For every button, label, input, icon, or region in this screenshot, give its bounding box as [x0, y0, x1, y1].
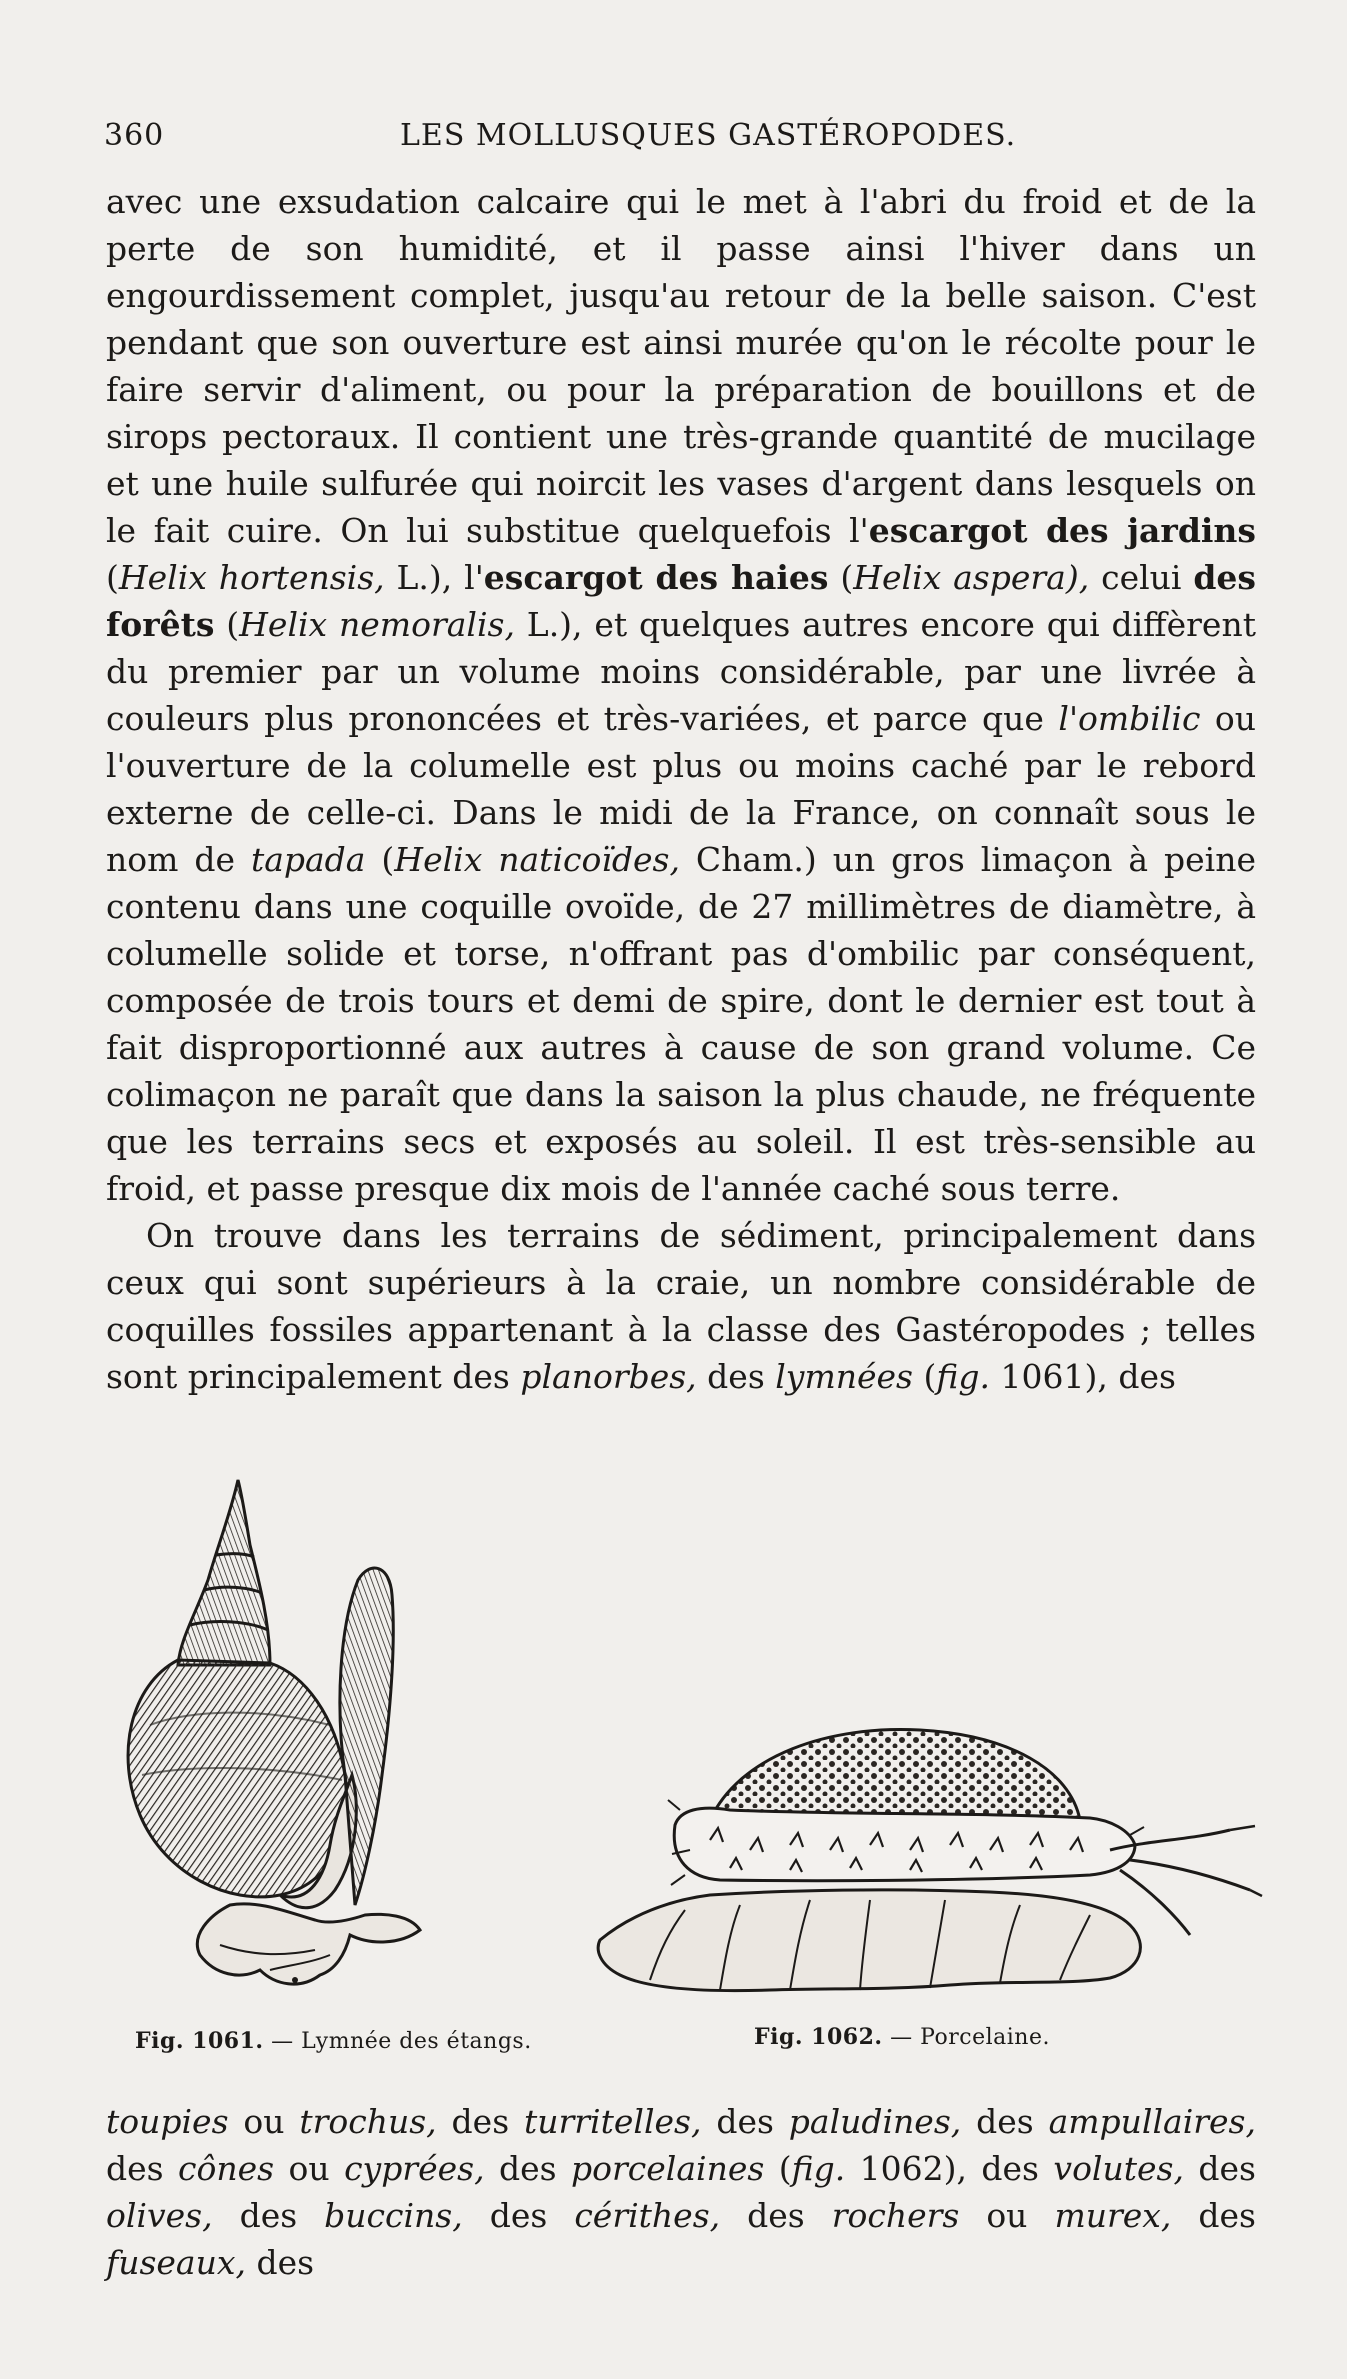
- term-italic: olives,: [106, 2196, 213, 2235]
- text-run: des: [720, 2196, 832, 2235]
- term-italic: cônes: [178, 2149, 275, 2188]
- term-italic: volutes,: [1053, 2149, 1184, 2188]
- term-italic: paludines,: [788, 2102, 962, 2141]
- text-run: des: [106, 2149, 179, 2188]
- text-run: 1061), des: [990, 1357, 1176, 1396]
- term-italic: fig.: [936, 1357, 990, 1396]
- term-italic: Helix naticoïdes,: [394, 840, 680, 879]
- main-text: [106, 178, 1256, 1400]
- text-run: On trouve dans les terrains de sédiment, principalement dans ceux qui sont supérieurs à la craie, un nombre considérable de coquilles fossiles appartenant à la classe des Gastéropodes ; telles sont principalement des: [106, 1216, 1256, 1396]
- figure-label: Fig. 1061.: [135, 2028, 264, 2054]
- text-run: des: [436, 2102, 524, 2141]
- text-run: des: [484, 2149, 572, 2188]
- text-run: (: [913, 1357, 937, 1396]
- term-italic: planorbes,: [520, 1357, 697, 1396]
- text-run: des: [696, 1357, 776, 1396]
- text-run: des: [701, 2102, 789, 2141]
- text-run: des: [462, 2196, 575, 2235]
- term-italic: trochus,: [299, 2102, 437, 2141]
- text-run: celui: [1089, 558, 1194, 597]
- continued-text: [106, 2098, 1256, 2286]
- term-italic: fuseaux,: [106, 2243, 246, 2282]
- text-run: 1062), des: [845, 2149, 1054, 2188]
- term-bold: escargot des jardins: [868, 511, 1256, 550]
- text-run: Cham.) un gros limaçon à peine contenu dans une coquille ovoïde, de 27 millimètres de diamètre, à columelle solide et torse, n'offrant pas d'ombilic par conséquent, composée de trois tours et demi de spire, dont le dernier est tout à fait disproportionné aux autres à cause de son grand volume. Ce colimaçon ne paraît que dans la saison la plus chaude, ne fréquente que les terrains secs et exposés au soleil. Il est très-sensible au froid, et passe presque dix mois de l'année caché sous terre.: [106, 840, 1256, 1208]
- term-italic: Helix hortensis,: [118, 558, 385, 597]
- text-run: (: [214, 605, 240, 644]
- lymnee-illustration: [120, 1475, 540, 2005]
- term-italic: rochers: [831, 2196, 960, 2235]
- term-italic: Helix aspera),: [853, 558, 1090, 597]
- term-italic: fig.: [791, 2149, 846, 2188]
- term-italic: toupies: [106, 2102, 229, 2141]
- text-run: L.), et quelques autres encore qui diffèrent du premier par un volume moins considérable, par une livrée à couleurs plus prononcées et très-variées, et parce que: [106, 605, 1256, 738]
- text-run: (: [828, 558, 854, 597]
- page-number: 360: [104, 118, 165, 153]
- caption-fig-1061: [135, 2028, 532, 2054]
- text-run: des: [961, 2102, 1049, 2141]
- term-italic: ampullaires,: [1048, 2102, 1256, 2141]
- text-run: (: [764, 2149, 792, 2188]
- figure-label: Fig. 1062.: [754, 2024, 883, 2050]
- term-italic: murex,: [1054, 2196, 1172, 2235]
- paragraph-fossiles: [106, 1212, 1256, 1400]
- text-run: (: [106, 558, 119, 597]
- text-run: ou: [274, 2149, 345, 2188]
- term-bold: escargot des haies: [483, 558, 829, 597]
- term-bold: des forêts: [106, 558, 1256, 644]
- figures-area: [120, 1475, 1260, 2065]
- text-run: des: [1171, 2196, 1256, 2235]
- text-run: (: [365, 840, 395, 879]
- running-head: LES MOLLUSQUES GASTÉROPODES.: [400, 118, 1017, 153]
- term-italic: tapada: [250, 840, 366, 879]
- term-italic: cérithes,: [574, 2196, 721, 2235]
- paragraph-fossiles-suite: [106, 2098, 1256, 2286]
- caption-fig-1062: [754, 2024, 1050, 2050]
- term-italic: turritelles,: [523, 2102, 702, 2141]
- figure-title: — Porcelaine.: [890, 2025, 1050, 2050]
- text-run: ou l'ouverture de la columelle est plus ou moins caché par le rebord externe de celle-ci. Dans le midi de la France, on connaît sous le nom de: [106, 699, 1256, 879]
- text-run: des: [245, 2243, 315, 2282]
- text-run: ou: [959, 2196, 1055, 2235]
- term-italic: cyprées,: [344, 2149, 485, 2188]
- figure-title: — Lymnée des étangs.: [271, 2029, 532, 2054]
- term-italic: Helix nemoralis,: [239, 605, 515, 644]
- term-italic: lymnées: [775, 1357, 913, 1396]
- text-run: L.), l': [384, 558, 484, 597]
- paragraph-escargots: [106, 178, 1256, 1212]
- text-run: des: [1183, 2149, 1256, 2188]
- porcelaine-illustration: [590, 1700, 1270, 2000]
- term-italic: porcelaines: [571, 2149, 765, 2188]
- term-italic: l'ombilic: [1058, 699, 1201, 738]
- term-italic: buccins,: [324, 2196, 463, 2235]
- text-run: ou: [228, 2102, 300, 2141]
- text-run: des: [212, 2196, 325, 2235]
- text-run: avec une exsudation calcaire qui le met à l'abri du froid et de la perte de son humidité, et il passe ainsi l'hiver dans un engourdissement complet, jusqu'au retour de la belle saison. C'est pendant que son ouverture est ainsi murée qu'on le récolte pour le faire servir d'aliment, ou pour la préparation de bouillons et de sirops pectoraux. Il contient une très-grande quantité de mucilage et une huile sulfurée qui noircit les vases d'argent dans lesquels on le fait cuire. On lui substitue quelquefois l': [106, 182, 1256, 550]
